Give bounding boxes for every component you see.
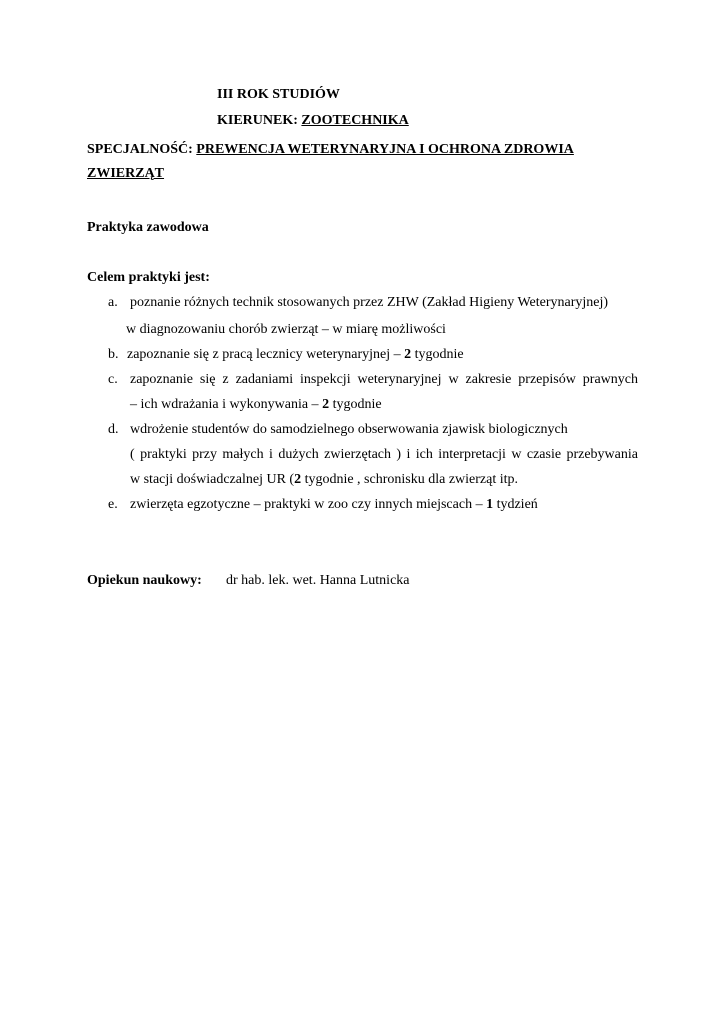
- weeks-count: 1: [486, 497, 494, 512]
- direction-value: ZOOTECHNIKA: [301, 113, 409, 128]
- section-title: Praktyka zawodowa: [87, 220, 209, 235]
- weeks-unit: tygodnie: [414, 347, 464, 362]
- list-item-body: zwierzęta egzotyczne – praktyki w zoo czy innych miejscach –: [130, 497, 483, 512]
- year-heading: III ROK STUDIÓW: [217, 87, 340, 102]
- list-item-text: [130, 397, 382, 413]
- weeks-unit: tygodnie: [332, 397, 382, 412]
- weeks-count: 2: [322, 397, 330, 412]
- supervisor-label: Opiekun naukowy:: [87, 573, 202, 588]
- specialty-line: [87, 142, 574, 158]
- list-item-text: zapoznanie się z zadaniami inspekcji weterynaryjnej w zakresie przepisów prawnych: [130, 372, 638, 387]
- goals-heading: Celem praktyki jest:: [87, 270, 210, 285]
- list-item-marker: e.: [108, 497, 118, 512]
- list-item-text: w diagnozowaniu chorób zwierząt – w miarę możliwości: [126, 322, 446, 337]
- list-item-text: [127, 347, 464, 363]
- list-item-text: [130, 497, 538, 513]
- direction-line: [217, 113, 409, 129]
- direction-label: KIERUNEK:: [217, 113, 298, 128]
- specialty-label: SPECJALNOŚĆ:: [87, 142, 193, 157]
- list-item-body: – ich wdrażania i wykonywania –: [130, 397, 319, 412]
- list-item-text: [130, 472, 518, 488]
- weeks-unit: tydzień: [496, 497, 538, 512]
- specialty-value-continued: ZWIERZĄT: [87, 166, 165, 181]
- weeks-count: 2: [294, 472, 302, 487]
- list-item-text: ( praktyki przy małych i dużych zwierzętach ) i ich interpretacji w czasie przebywania: [130, 447, 638, 462]
- list-item-text: poznanie różnych technik stosowanych przez ZHW (Zakład Higieny Weterynaryjnej): [130, 295, 609, 310]
- supervisor-name: dr hab. lek. wet. Hanna Lutnicka: [226, 573, 410, 588]
- list-item-marker: a.: [108, 295, 118, 310]
- list-item-body: zapoznanie się z pracą lecznicy weterynaryjnej –: [127, 347, 401, 362]
- specialty-value: PREWENCJA WETERYNARYJNA I OCHRONA ZDROWIA: [196, 142, 574, 157]
- list-item-body: tygodnie , schronisku dla zwierząt itp.: [304, 472, 519, 487]
- list-item-text: wdrożenie studentów do samodzielnego obserwowania zjawisk biologicznych: [130, 422, 568, 437]
- list-item-body: w stacji doświadczalnej UR (: [130, 472, 295, 487]
- weeks-count: 2: [404, 347, 412, 362]
- list-item-marker: b.: [108, 347, 119, 362]
- list-item-marker: c.: [108, 372, 118, 387]
- list-item-marker: d.: [108, 422, 119, 437]
